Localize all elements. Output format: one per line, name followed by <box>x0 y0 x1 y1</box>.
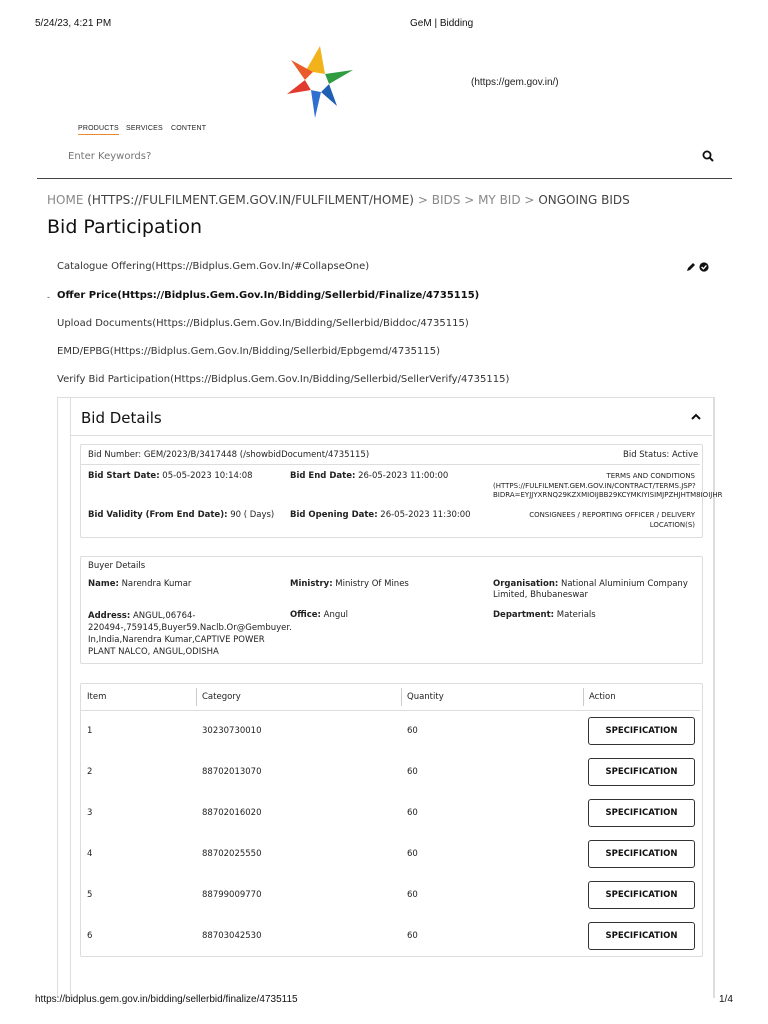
nav-content[interactable]: CONTENT <box>171 125 207 132</box>
buyer-department <box>493 610 596 620</box>
bid-number-link[interactable]: GEM/2023/B/3417448 (/showbidDocument/4735115) <box>143 450 370 460</box>
buyer-name-label: Name: <box>88 579 119 589</box>
specification-button[interactable]: SPECIFICATION <box>588 717 695 745</box>
terms-line: (HTTPS://FULFILMENT.GEM.GOV.IN/CONTRACT/TERMS.JSP? <box>493 481 696 490</box>
buyer-name <box>88 579 191 589</box>
item-quantity: 60 <box>407 767 418 777</box>
item-category: 88702025550 <box>202 849 262 859</box>
bid-validity-label: Bid Validity (From End Date): <box>88 510 228 520</box>
bid-validity-value: 90 ( Days) <box>230 510 275 520</box>
item-quantity: 60 <box>407 726 418 736</box>
pencil-icon <box>687 263 695 271</box>
gem-logo[interactable] <box>285 44 355 120</box>
bid-start-date <box>88 471 253 481</box>
buyer-org-line: National Aluminium Company <box>560 579 688 589</box>
item-quantity: 60 <box>407 849 418 859</box>
search-input[interactable] <box>60 146 668 166</box>
breadcrumb-my-bid[interactable]: MY BID <box>478 193 521 207</box>
edit-complete-icons <box>686 262 710 272</box>
header-divider <box>37 178 732 179</box>
search-icon[interactable] <box>702 150 714 162</box>
step-emd-epbg[interactable]: EMD/EPBG(Https://Bidplus.Gem.Gov.In/Bidding/Sellerbid/Epbgemd/4735115) <box>57 346 440 357</box>
buyer-address-line: 220494-,759145,Buyer59.Naclb.Or@Gembuyer. <box>88 623 292 633</box>
bid-status-label: Bid Status: <box>623 450 670 460</box>
breadcrumb-home-url[interactable]: (HTTPS://FULFILMENT.GEM.GOV.IN/FULFILMENT/HOME) <box>87 193 414 207</box>
terms-line: BIDRA=EYJJYXRNQ29KZXMIOIJBB29KCYMKIYISIMJPZHJHTM8IOIJHR <box>493 491 723 499</box>
check-circle-icon <box>699 262 708 271</box>
breadcrumb-home[interactable]: HOME <box>47 193 84 207</box>
buyer-address-line: ANGUL,06764- <box>132 611 196 621</box>
buyer-office-label: Office: <box>290 610 321 620</box>
item-number: 5 <box>87 890 93 900</box>
buyer-address <box>88 610 292 658</box>
bid-end-label: Bid End Date: <box>290 471 356 481</box>
item-category: 88799009770 <box>202 890 262 900</box>
bid-details-header[interactable] <box>70 398 712 436</box>
bid-start-label: Bid Start Date: <box>88 471 160 481</box>
item-category: 30230730010 <box>202 726 262 736</box>
print-datetime: 5/24/23, 4:21 PM <box>35 18 112 29</box>
specification-button[interactable]: SPECIFICATION <box>588 922 695 950</box>
buyer-dept-label: Department: <box>493 610 555 620</box>
specification-button[interactable]: SPECIFICATION <box>588 799 695 827</box>
terms-link[interactable] <box>476 472 723 501</box>
bid-opening-date <box>290 510 471 520</box>
step-offer-price[interactable]: Offer Price(Https://Bidplus.Gem.Gov.In/Bidding/Sellerbid/Finalize/4735115) <box>57 290 480 301</box>
column-separator <box>196 688 197 706</box>
buyer-office-value: Angul <box>323 610 348 620</box>
bid-opening-value: 26-05-2023 11:30:00 <box>380 510 471 520</box>
step-upload-documents[interactable]: Upload Documents(Https://Bidplus.Gem.Gov.In/Bidding/Sellerbid/Biddoc/4735115) <box>57 318 469 329</box>
step-verify-bid[interactable]: Verify Bid Participation(Https://Bidplus.Gem.Gov.In/Bidding/Sellerbid/SellerVerify/4735115) <box>57 374 510 385</box>
bid-number <box>88 450 369 460</box>
item-number: 6 <box>87 931 93 941</box>
item-number: 1 <box>87 726 93 736</box>
item-number: 2 <box>87 767 93 777</box>
specification-button[interactable]: SPECIFICATION <box>588 881 695 909</box>
item-category: 88703042530 <box>202 931 262 941</box>
bid-validity <box>88 510 274 520</box>
buyer-ministry-label: Ministry: <box>290 579 333 589</box>
print-page-number: 1/4 <box>719 994 733 1005</box>
bid-details-title: Bid Details <box>81 409 162 427</box>
buyer-org-label: Organisation: <box>493 579 559 589</box>
buyer-name-value: Narendra Kumar <box>121 579 192 589</box>
breadcrumb-separator: > <box>524 193 535 207</box>
buyer-address-label: Address: <box>88 611 131 621</box>
search-bar <box>60 146 720 166</box>
bid-status <box>623 450 698 460</box>
consignees-line: LOCATION(S) <box>649 520 695 529</box>
bid-status-value: Active <box>671 450 699 460</box>
item-category: 88702013070 <box>202 767 262 777</box>
bid-opening-label: Bid Opening Date: <box>290 510 378 520</box>
breadcrumb-current: ONGOING BIDS <box>538 193 630 207</box>
table-header-divider <box>81 710 700 711</box>
buyer-ministry-value: Ministry Of Mines <box>335 579 409 589</box>
bid-end-date <box>290 471 448 481</box>
buyer-office <box>290 610 348 620</box>
bid-end-value: 26-05-2023 11:00:00 <box>358 471 449 481</box>
terms-line: TERMS AND CONDITIONS <box>606 472 695 480</box>
item-quantity: 60 <box>407 890 418 900</box>
print-footer-url: https://bidplus.gem.gov.in/bidding/sellerbid/finalize/4735115 <box>35 994 298 1005</box>
buyer-details-title: Buyer Details <box>88 561 146 571</box>
item-number: 3 <box>87 808 93 818</box>
nav-services[interactable]: SERVICES <box>126 125 163 132</box>
item-number: 4 <box>87 849 93 859</box>
buyer-address-line: In,India,Narendra Kumar,CAPTIVE POWER <box>88 635 265 645</box>
consignees-line: CONSIGNEES / REPORTING OFFICER / DELIVERY <box>529 511 695 519</box>
current-step-bullet: - <box>47 292 50 302</box>
gem-home-link[interactable]: (https://gem.gov.in/) <box>471 77 559 88</box>
buyer-organisation <box>493 579 688 601</box>
specification-button[interactable]: SPECIFICATION <box>588 840 695 868</box>
item-quantity: 60 <box>407 931 418 941</box>
column-header-category: Category <box>202 692 241 702</box>
chevron-up-icon[interactable] <box>690 412 702 422</box>
buyer-ministry <box>290 579 409 589</box>
column-header-quantity: Quantity <box>407 692 444 702</box>
step-catalogue-offering[interactable]: Catalogue Offering(Https://Bidplus.Gem.Gov.In/#CollapseOne) <box>57 261 370 272</box>
column-separator <box>401 688 402 706</box>
breadcrumb-bids[interactable]: BIDS <box>431 193 461 207</box>
buyer-org-line: Limited, Bhubaneswar <box>493 590 589 600</box>
bid-start-value: 05-05-2023 10:14:08 <box>162 471 253 481</box>
column-separator <box>583 688 584 706</box>
specification-button[interactable]: SPECIFICATION <box>588 758 695 786</box>
breadcrumb-separator: > <box>417 193 428 207</box>
print-page-title: GeM | Bidding <box>410 18 474 29</box>
buyer-address-line: PLANT NALCO, ANGUL,ODISHA <box>88 647 219 657</box>
consignees-link[interactable] <box>490 511 695 530</box>
nav-products[interactable]: PRODUCTS <box>78 125 119 135</box>
column-header-action: Action <box>589 692 616 702</box>
bid-number-label: Bid Number: <box>88 450 142 460</box>
item-quantity: 60 <box>407 808 418 818</box>
column-header-item: Item <box>87 692 107 702</box>
buyer-dept-value: Materials <box>556 610 596 620</box>
breadcrumb <box>47 193 630 207</box>
page-title: Bid Participation <box>47 216 203 238</box>
breadcrumb-separator: > <box>464 193 475 207</box>
item-category: 88702016020 <box>202 808 262 818</box>
